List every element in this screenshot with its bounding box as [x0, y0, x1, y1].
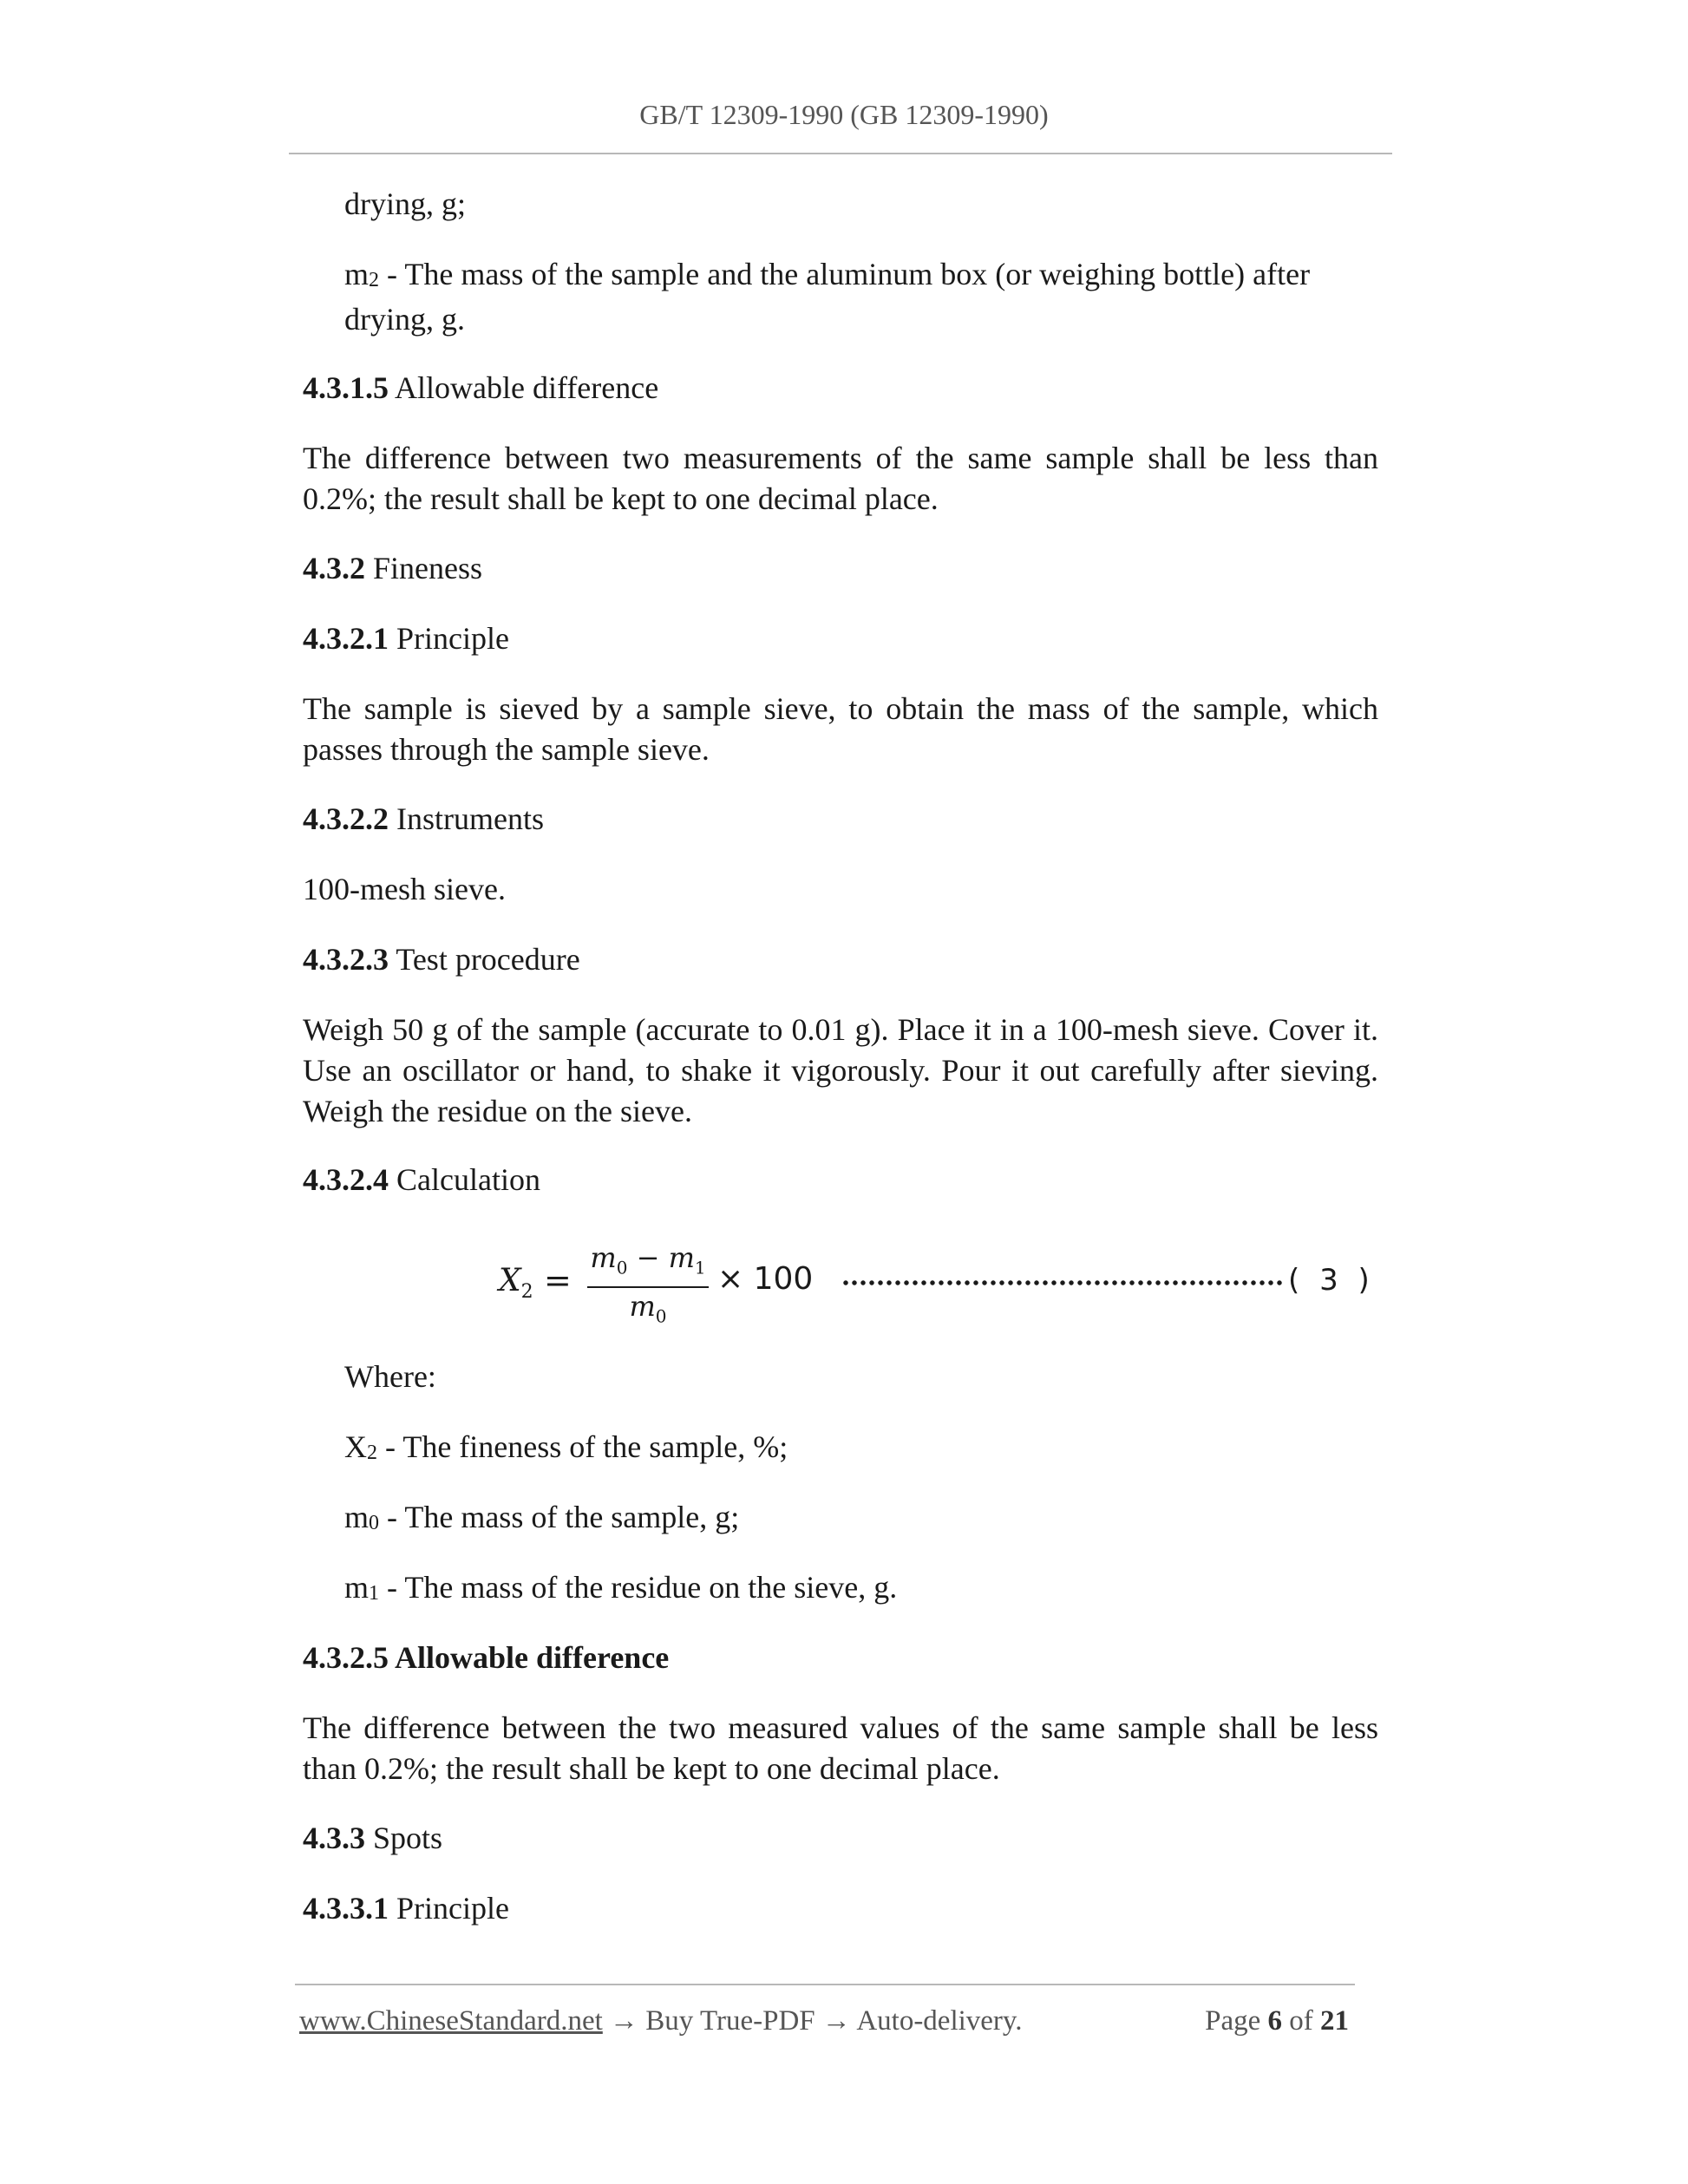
- page-label: Page: [1205, 2005, 1268, 2037]
- paragraph-allowable-difference-1: The difference between two measurements of the same sample shall be less than 0.2%; the result shall be kept to one decimal place.: [303, 441, 1378, 516]
- formula-denominator: $m_0$: [629, 1290, 667, 1327]
- page-header: GB/T 12309-1990 (GB 12309-1990): [639, 99, 1049, 130]
- definition-m0: [344, 1497, 1378, 1542]
- formula-dot-leader: [841, 1278, 1284, 1287]
- where-label: Where:: [344, 1359, 436, 1394]
- section-title: Allowable difference: [389, 370, 659, 405]
- section-title: Principle: [389, 621, 509, 656]
- section-number: 4.3.3: [303, 1821, 365, 1855]
- arrow-right-icon: →: [602, 2005, 646, 2037]
- arrow-right-icon: →: [815, 2005, 857, 2037]
- formula-fraction: [587, 1240, 709, 1335]
- equation-number: ( 3 ): [1288, 1263, 1375, 1298]
- section-4-3-2-4: [303, 1160, 1378, 1200]
- section-4-3-2-2: [303, 799, 1378, 840]
- definition-m1: [344, 1567, 1378, 1612]
- section-number: 4.3.3.1: [303, 1891, 389, 1926]
- symbol-m: m: [344, 1500, 370, 1534]
- section-title: Fineness: [365, 551, 482, 585]
- section-4-3-2-3: [303, 939, 1378, 980]
- paragraph-instruments: 100-mesh sieve.: [303, 872, 506, 906]
- definition-x2: [344, 1427, 1378, 1472]
- section-4-3-3: [303, 1818, 1378, 1859]
- section-4-3-2-1: [303, 618, 1378, 659]
- formula-equals: =: [544, 1261, 572, 1299]
- auto-delivery-text: Auto-delivery.: [856, 2005, 1023, 2037]
- symbol-subscript: 2: [369, 269, 380, 291]
- section-number: 4.3.2: [303, 551, 365, 585]
- page-footer: [299, 2005, 1349, 2043]
- symbol-m: m: [344, 257, 370, 291]
- paragraph-principle: The sample is sieved by a sample sieve, to obtain the mass of the sample, which passes through the sample sieve.: [303, 691, 1378, 767]
- current-page: 6: [1267, 2005, 1282, 2037]
- formula-times-100: × 100: [717, 1261, 814, 1297]
- section-number: 4.3.2.4: [303, 1162, 389, 1197]
- symbol-m: m: [344, 1570, 370, 1605]
- section-number: 4.3.2.2: [303, 801, 389, 836]
- page-of: of: [1282, 2005, 1320, 2037]
- section-number: 4.3.1.5: [303, 370, 389, 405]
- paragraph-test-procedure: Weigh 50 g of the sample (accurate to 0.01 g). Place it in a 100-mesh sieve. Cover it. Use an oscillator or hand, to shake it vigorously. Pour it out carefully after sieving. Weigh the residue on the sieve.: [303, 1012, 1378, 1128]
- symbol-subscript: 2: [367, 1442, 377, 1464]
- header-divider: [289, 153, 1392, 154]
- definition-text: - The mass of the residue on the sieve, g.: [379, 1570, 898, 1605]
- symbol-x: X: [344, 1429, 367, 1464]
- section-4-3-1-5: [303, 368, 1378, 409]
- section-title: Principle: [389, 1891, 509, 1926]
- symbol-subscript: 0: [369, 1512, 380, 1534]
- buy-pdf-text: Buy True-PDF: [645, 2005, 815, 2037]
- symbol-subscript: 1: [369, 1582, 380, 1605]
- definition-text: - The fineness of the sample, %;: [377, 1429, 788, 1464]
- footer-promo: [299, 2005, 1023, 2037]
- formula-lhs: $X_2$: [499, 1263, 533, 1304]
- paragraph-drying: drying, g;: [344, 186, 466, 221]
- section-title: Calculation: [389, 1162, 540, 1197]
- section-4-3-3-1: [303, 1888, 1378, 1929]
- section-number: 4.3.2.3: [303, 942, 389, 977]
- definition-text: - The mass of the sample, g;: [379, 1500, 740, 1534]
- section-heading-bold: 4.3.2.5 Allowable difference: [303, 1640, 670, 1675]
- definition-text: - The mass of the sample and the aluminum box (or weighing bottle) after drying, g.: [344, 257, 1311, 337]
- total-pages: 21: [1320, 2005, 1349, 2037]
- section-4-3-2-5: [303, 1638, 1378, 1678]
- footer-divider: [295, 1984, 1355, 1985]
- section-title: Instruments: [389, 801, 544, 836]
- paragraph-allowable-difference-2: The difference between the two measured values of the same sample shall be less than 0.2%; the result shall be kept to one decimal place.: [303, 1710, 1378, 1786]
- fineness-formula: [499, 1240, 1384, 1327]
- section-title: Test procedure: [389, 942, 580, 977]
- formula-numerator: $m_0 - m_1$: [590, 1241, 706, 1278]
- section-number: 4.3.2.1: [303, 621, 389, 656]
- section-title: Spots: [365, 1821, 443, 1855]
- definition-m2: [344, 254, 1378, 340]
- page-number: [1205, 2005, 1349, 2037]
- section-4-3-2: [303, 548, 1378, 589]
- website-link[interactable]: www.ChineseStandard.net: [299, 2005, 603, 2037]
